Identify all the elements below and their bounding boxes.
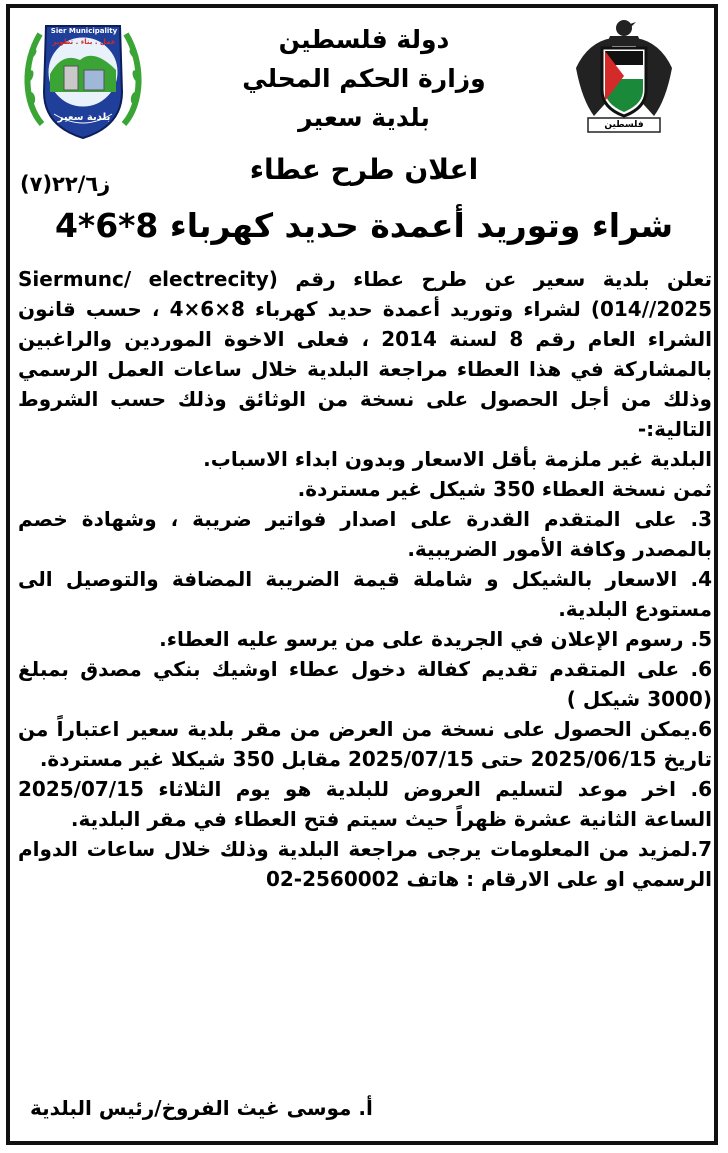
announcement-title: اعلان طرح عطاء bbox=[249, 153, 479, 186]
condition-item: 4. الاسعار بالشيكل و شاملة قيمة الضريبة المضافة والتوصيل الى مستودع البلدية. bbox=[18, 567, 712, 621]
header-titles bbox=[200, 20, 528, 137]
header-ministry: وزارة الحكم المحلي bbox=[242, 64, 486, 93]
header-municipality: بلدية سعير bbox=[298, 103, 430, 132]
header-state: دولة فلسطين bbox=[278, 25, 450, 54]
signature: أ. موسى غيث الفروخ/رئيس البلدية bbox=[30, 1096, 373, 1120]
logo-ring-text: Sier Municipality bbox=[50, 27, 118, 35]
condition-item: 6. اخر موعد لتسليم العروض للبلدية هو يوم الثلاثاء 2025/07/15 الساعة الثانية عشرة ظهراً حيث سيتم فتح العطاء في مقر البلدية. bbox=[18, 777, 712, 831]
emblem-caption: فلسطين bbox=[604, 120, 644, 130]
condition-item: 3. على المتقدم القدرة على اصدار فواتير ضريبة ، وشهادة خصم بالمصدر وكافة الأمور الضريبية. bbox=[18, 507, 712, 561]
condition-item: 5. رسوم الإعلان في الجريدة على من يرسو عليه العطاء. bbox=[159, 627, 712, 651]
condition-item: 7.لمزيد من المعلومات يرجى مراجعة البلدية وذلك خلال ساعات الدوام الرسمي او على الارقام : هاتف 2560002-02 bbox=[18, 837, 712, 891]
header bbox=[0, 0, 728, 150]
announcement-body bbox=[18, 264, 712, 894]
main-title: شراء وتوريد أعمدة حديد كهرباء 8*6*4 bbox=[54, 206, 674, 245]
reference-number: ز٢٢/٦(٧) bbox=[20, 172, 111, 196]
logo-sub-text: عمل . بناء . تطوير bbox=[52, 38, 116, 46]
condition-item: 6.يمكن الحصول على نسخة من العرض من مقر بلدية سعير اعتباراً من تاريخ 2025/06/15 حتى 2025/07/15 مقابل 350 شيكلا غير مستردة. bbox=[18, 717, 712, 771]
condition-item: ثمن نسخة العطاء 350 شيكل غير مستردة. bbox=[297, 477, 712, 501]
condition-item: البلدية غير ملزمة بأقل الاسعار وبدون ابداء الاسباب. bbox=[203, 447, 712, 471]
intro-paragraph: تعلن بلدية سعير عن طرح عطاء رقم (Siermunc/ electrecity 014//2025) لشراء وتوريد أعمدة حديد كهرباء 8×6×4 ، حسب قانون الشراء العام رقم 8 لسنة 2014 ، فعلى الاخوة الموردين والراغبين بالمشاركة في هذا العطاء مراجعة البلدية خلال ساعات العمل الرسمي وذلك من أجل الحصول على نسخة من الوثائق وذلك حسب الشروط التالية:- bbox=[18, 267, 713, 441]
condition-item: 6. على المتقدم تقديم كفالة دخول عطاء اوشيك بنكي مصدق بمبلغ (3000 شيكل ) bbox=[18, 657, 712, 711]
palestine-eagle-emblem bbox=[572, 16, 676, 136]
logo-bottom-text: بلدية سعير bbox=[57, 112, 111, 123]
